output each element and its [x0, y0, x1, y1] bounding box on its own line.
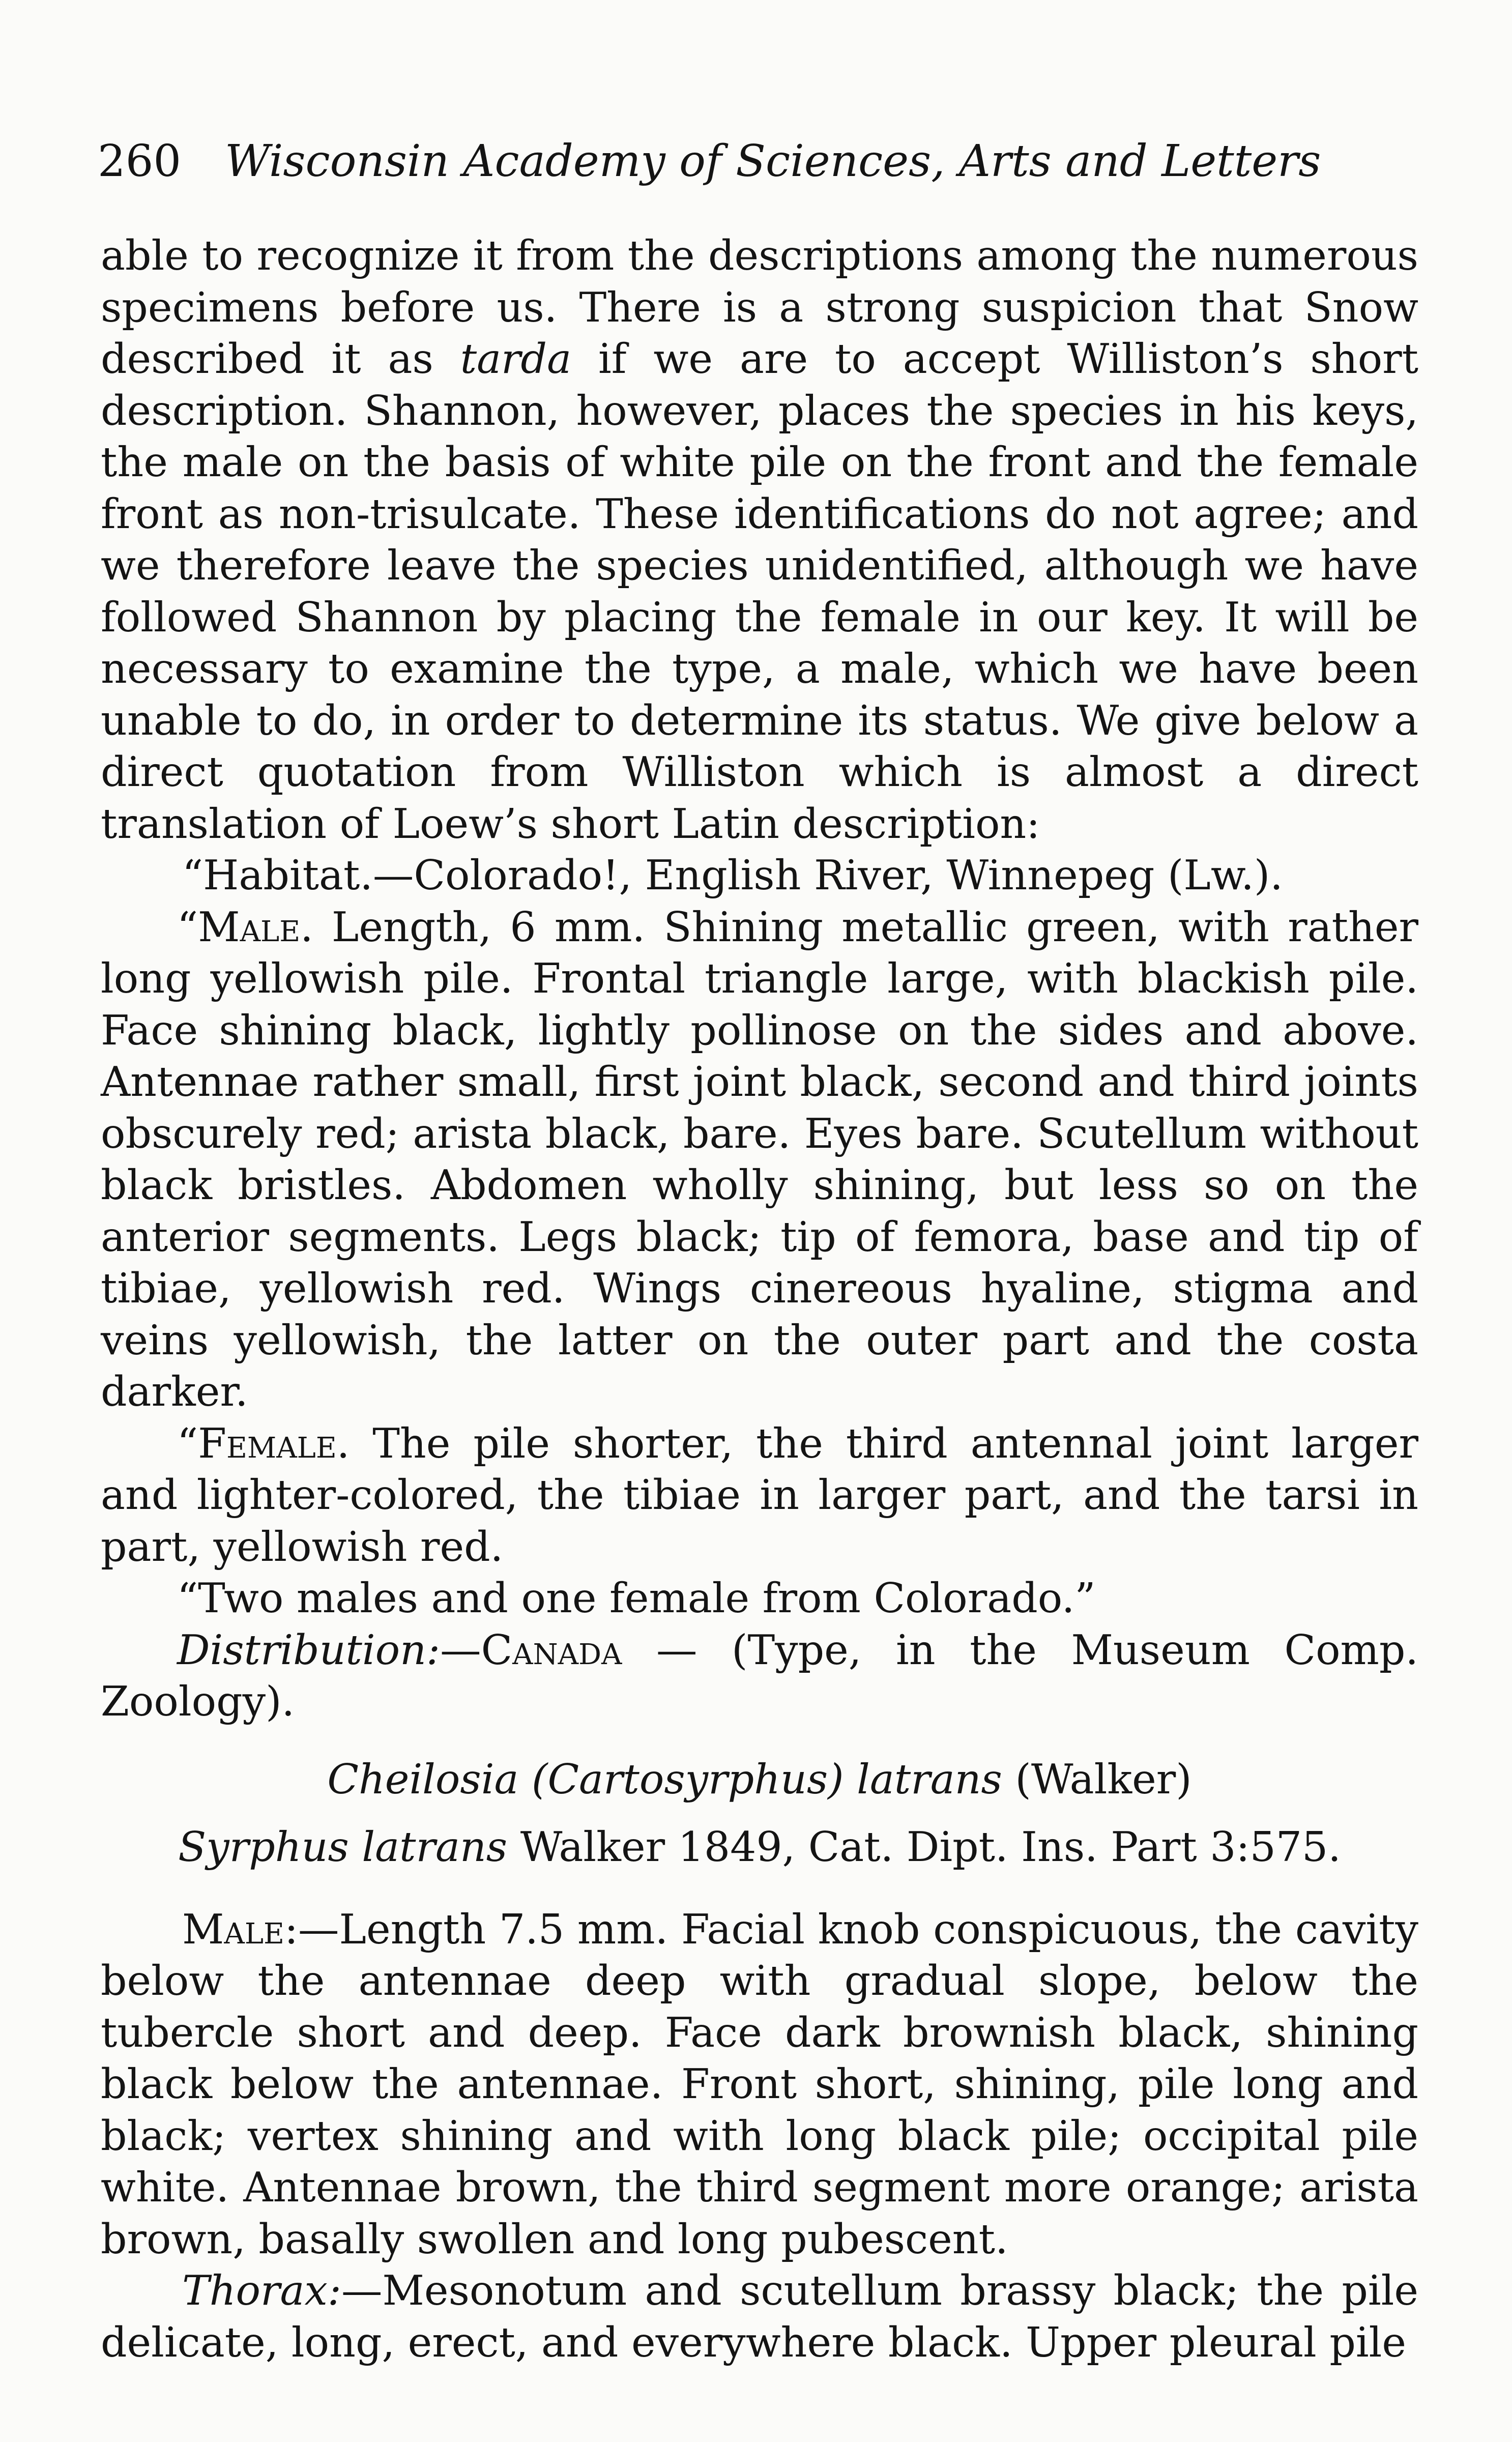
- synonym-line: [101, 1821, 1418, 1873]
- journal-title: Wisconsin Academy of Sciences, Arts and Letters: [225, 136, 1321, 187]
- open-quote: “: [177, 903, 198, 951]
- running-header: [98, 133, 1420, 189]
- open-quote: “: [177, 1419, 198, 1467]
- female-quote: [101, 1418, 1418, 1573]
- male-quote: [101, 902, 1418, 1418]
- female-quote-text: . The pile shorter, the third antennal joint larger and lighter-colored, the tibiae in larger part, and the tarsi in part, yellowish red.: [101, 1419, 1418, 1571]
- male-quote-text: . Length, 6 mm. Shining metallic green, with rather long yellowish pile. Frontal triangle large, with blackish pile. Face shining black, lightly pollinose on the sides and above. Antennae rather small, first joint black, second and third joints obscurely red; arista black, bare. Eyes bare. Scutellum without black bristles. Abdomen wholly shining, but less so on the anterior segments. Legs black; tip of femora, base and tip of tibiae, yellowish red. Wings cinereous hyaline, stigma and veins yellowish, the latter on the outer part and the costa darker.: [101, 903, 1418, 1415]
- distribution-text: — (Type, in the Museum Comp. Zoology).: [101, 1625, 1418, 1725]
- intro-text-a: able to recognize it from the descriptions among the numerous specimens before us. There is a strong suspicion that Snow described it as: [101, 231, 1418, 383]
- thorax-description: [101, 2265, 1418, 2368]
- species-name-tarda: tarda: [460, 335, 572, 383]
- distribution-paragraph: [101, 1624, 1418, 1728]
- species-name: Cheilosia (Cartosyrphus) latrans: [327, 1755, 1002, 1803]
- specimen-count-quote: “Two males and one female from Colorado.”: [177, 1574, 1096, 1622]
- male-label: Male: [198, 903, 301, 951]
- female-label: Female: [198, 1419, 337, 1467]
- thorax-text: —Mesonotum and scutellum brassy black; the pile delicate, long, erect, and everywhere black. Upper pleural pile: [101, 2266, 1418, 2366]
- intro-text-b: if we are to accept Williston’s short description. Shannon, however, places the species in his keys, the male on the basis of white pile on the front and the female front as non-trisulcate. These identifications do not agree; and we therefore leave the species unidentified, although we have followed Shannon by placing the female in our key. It will be necessary to examine the type, a male, which we have been unable to do, in order to determine its status. We give below a direct quotation from Williston which is almost a direct translation of Loew’s short Latin description:: [101, 335, 1418, 848]
- thorax-label: Thorax:: [182, 2266, 341, 2314]
- synonym-name: Syrphus latrans: [178, 1823, 508, 1871]
- page-number: 260: [98, 136, 182, 187]
- species-author: (Walker): [1002, 1755, 1192, 1803]
- distribution-label: Distribution:: [177, 1625, 441, 1674]
- male-desc-text: :—Length 7.5 mm. Facial knob conspicuous, the cavity below the antennae deep with gradual slope, below the tubercle short and deep. Face dark brownish black, shining black below the antennae. Front short, shining, pile long and black; vertex shining and with long black pile; occipital pile white. Antennae brown, the third segment more orange; arista brown, basally swollen and long pubescent.: [101, 1905, 1418, 2263]
- male-description: [101, 1904, 1418, 2265]
- distribution-dash: —: [440, 1625, 481, 1674]
- distribution-country: Canada: [481, 1625, 622, 1674]
- species-heading: [101, 1754, 1418, 1806]
- page-body: [101, 230, 1418, 2368]
- synonym-citation: Walker 1849, Cat. Dipt. Ins. Part 3:575.: [507, 1823, 1341, 1871]
- habitat-quote: “Habitat.—Colorado!, English River, Winnepeg (Lw.).: [182, 851, 1283, 899]
- intro-paragraph: [101, 230, 1418, 850]
- male-desc-label: Male: [182, 1905, 284, 1953]
